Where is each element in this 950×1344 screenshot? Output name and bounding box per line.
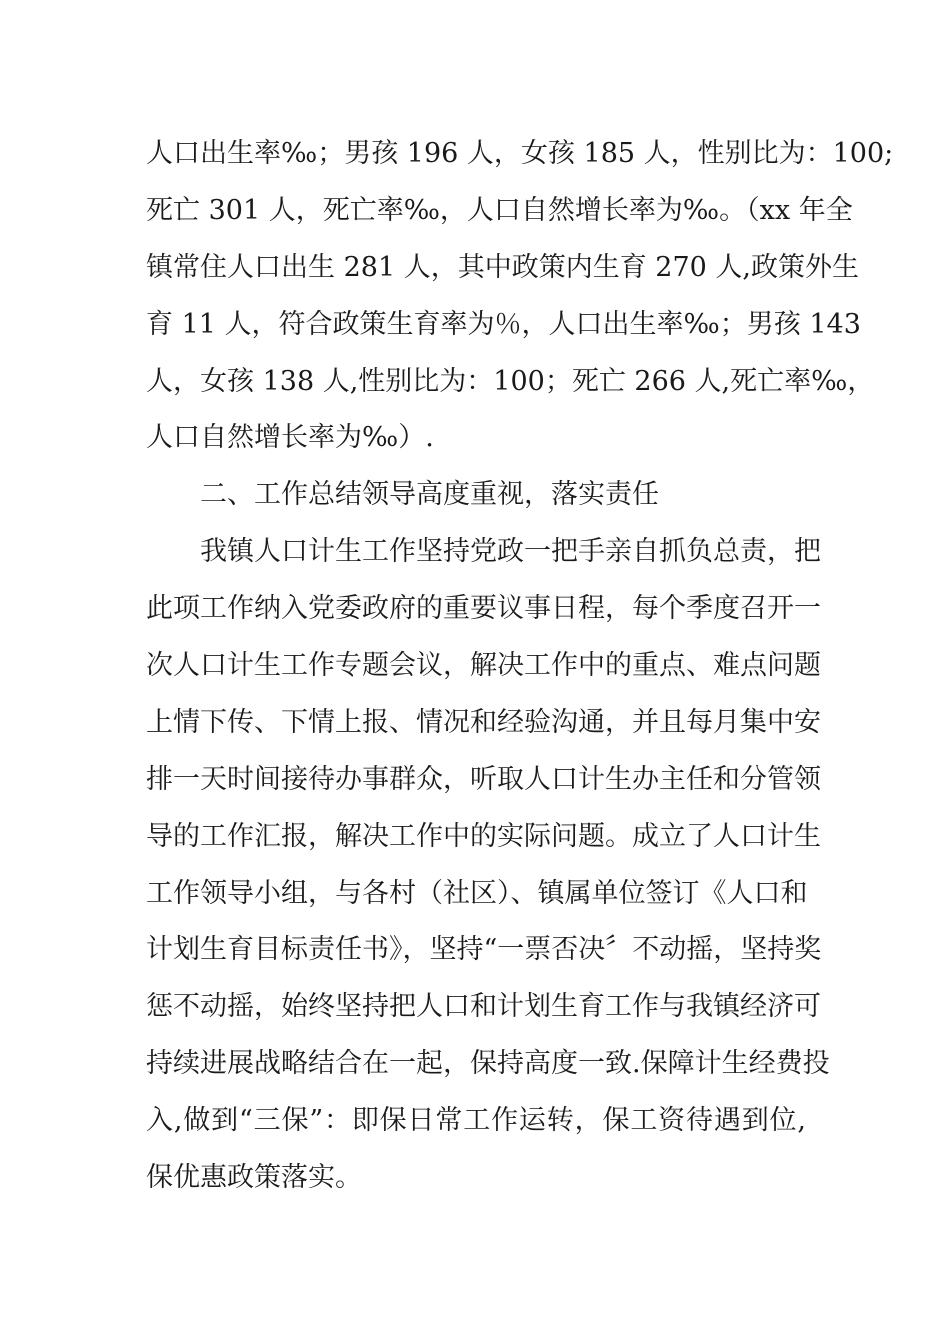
text-line-15: 计划生育目标责任书》，坚持“一票否决〞不动摇，坚持奖 [146,934,822,966]
text-line-16: 惩不动摇，始终坚持把人口和计划生育工作与我镇经济可 [146,991,821,1023]
text-line-2: 死亡 301 人，死亡率‰，人口自然增长率为‰。（xx 年全 [146,194,853,226]
text-line-19: 保优惠政策落实。 [146,1162,362,1194]
text-line-3: 镇常住人口出生 281 人，其中政策内生育 270 人,政策外生 [146,251,859,283]
text-line-18: 入,做到“三保”：即保日常工作运转，保工资待遇到位, [146,1105,806,1137]
text-line-12: 排一天时间接待办事群众，听取人口计生办主任和分管领 [146,763,821,795]
text-line-5: 人，女孩 138 人,性别比为：100；死亡 266 人,死亡率‰， [146,365,875,397]
text-line-4: 育 11 人，符合政策生育率为％，人口出生率‰；男孩 143 [146,308,861,340]
text-line-13: 导的工作汇报，解决工作中的实际问题。成立了人口计生 [146,820,821,852]
text-line-17: 持续进展战略结合在一起，保持高度一致.保障计生经费投 [146,1048,830,1080]
text-line-14: 工作领导小组，与各村（社区）、镇属单位签订《人口和 [146,877,808,909]
text-line-6: 人口自然增长率为‰）. [146,422,434,454]
text-line-8: 我镇人口计生工作坚持党政一把手亲自抓负总责，把 [200,536,821,568]
text-line-1: 人口出生率‰；男孩 196 人，女孩 185 人，性别比为：100; [146,138,894,169]
text-line-10: 次人口计生工作专题会议，解决工作中的重点、难点问题 [146,650,821,682]
section-heading: 二、工作总结领导高度重视，落实责任 [200,479,659,511]
text-line-11: 上情下传、下情上报、情况和经验沟通，并且每月集中安 [146,706,821,738]
text-line-9: 此项工作纳入党委政府的重要议事日程，每个季度召开一 [146,593,821,625]
document-body [146,126,894,1207]
